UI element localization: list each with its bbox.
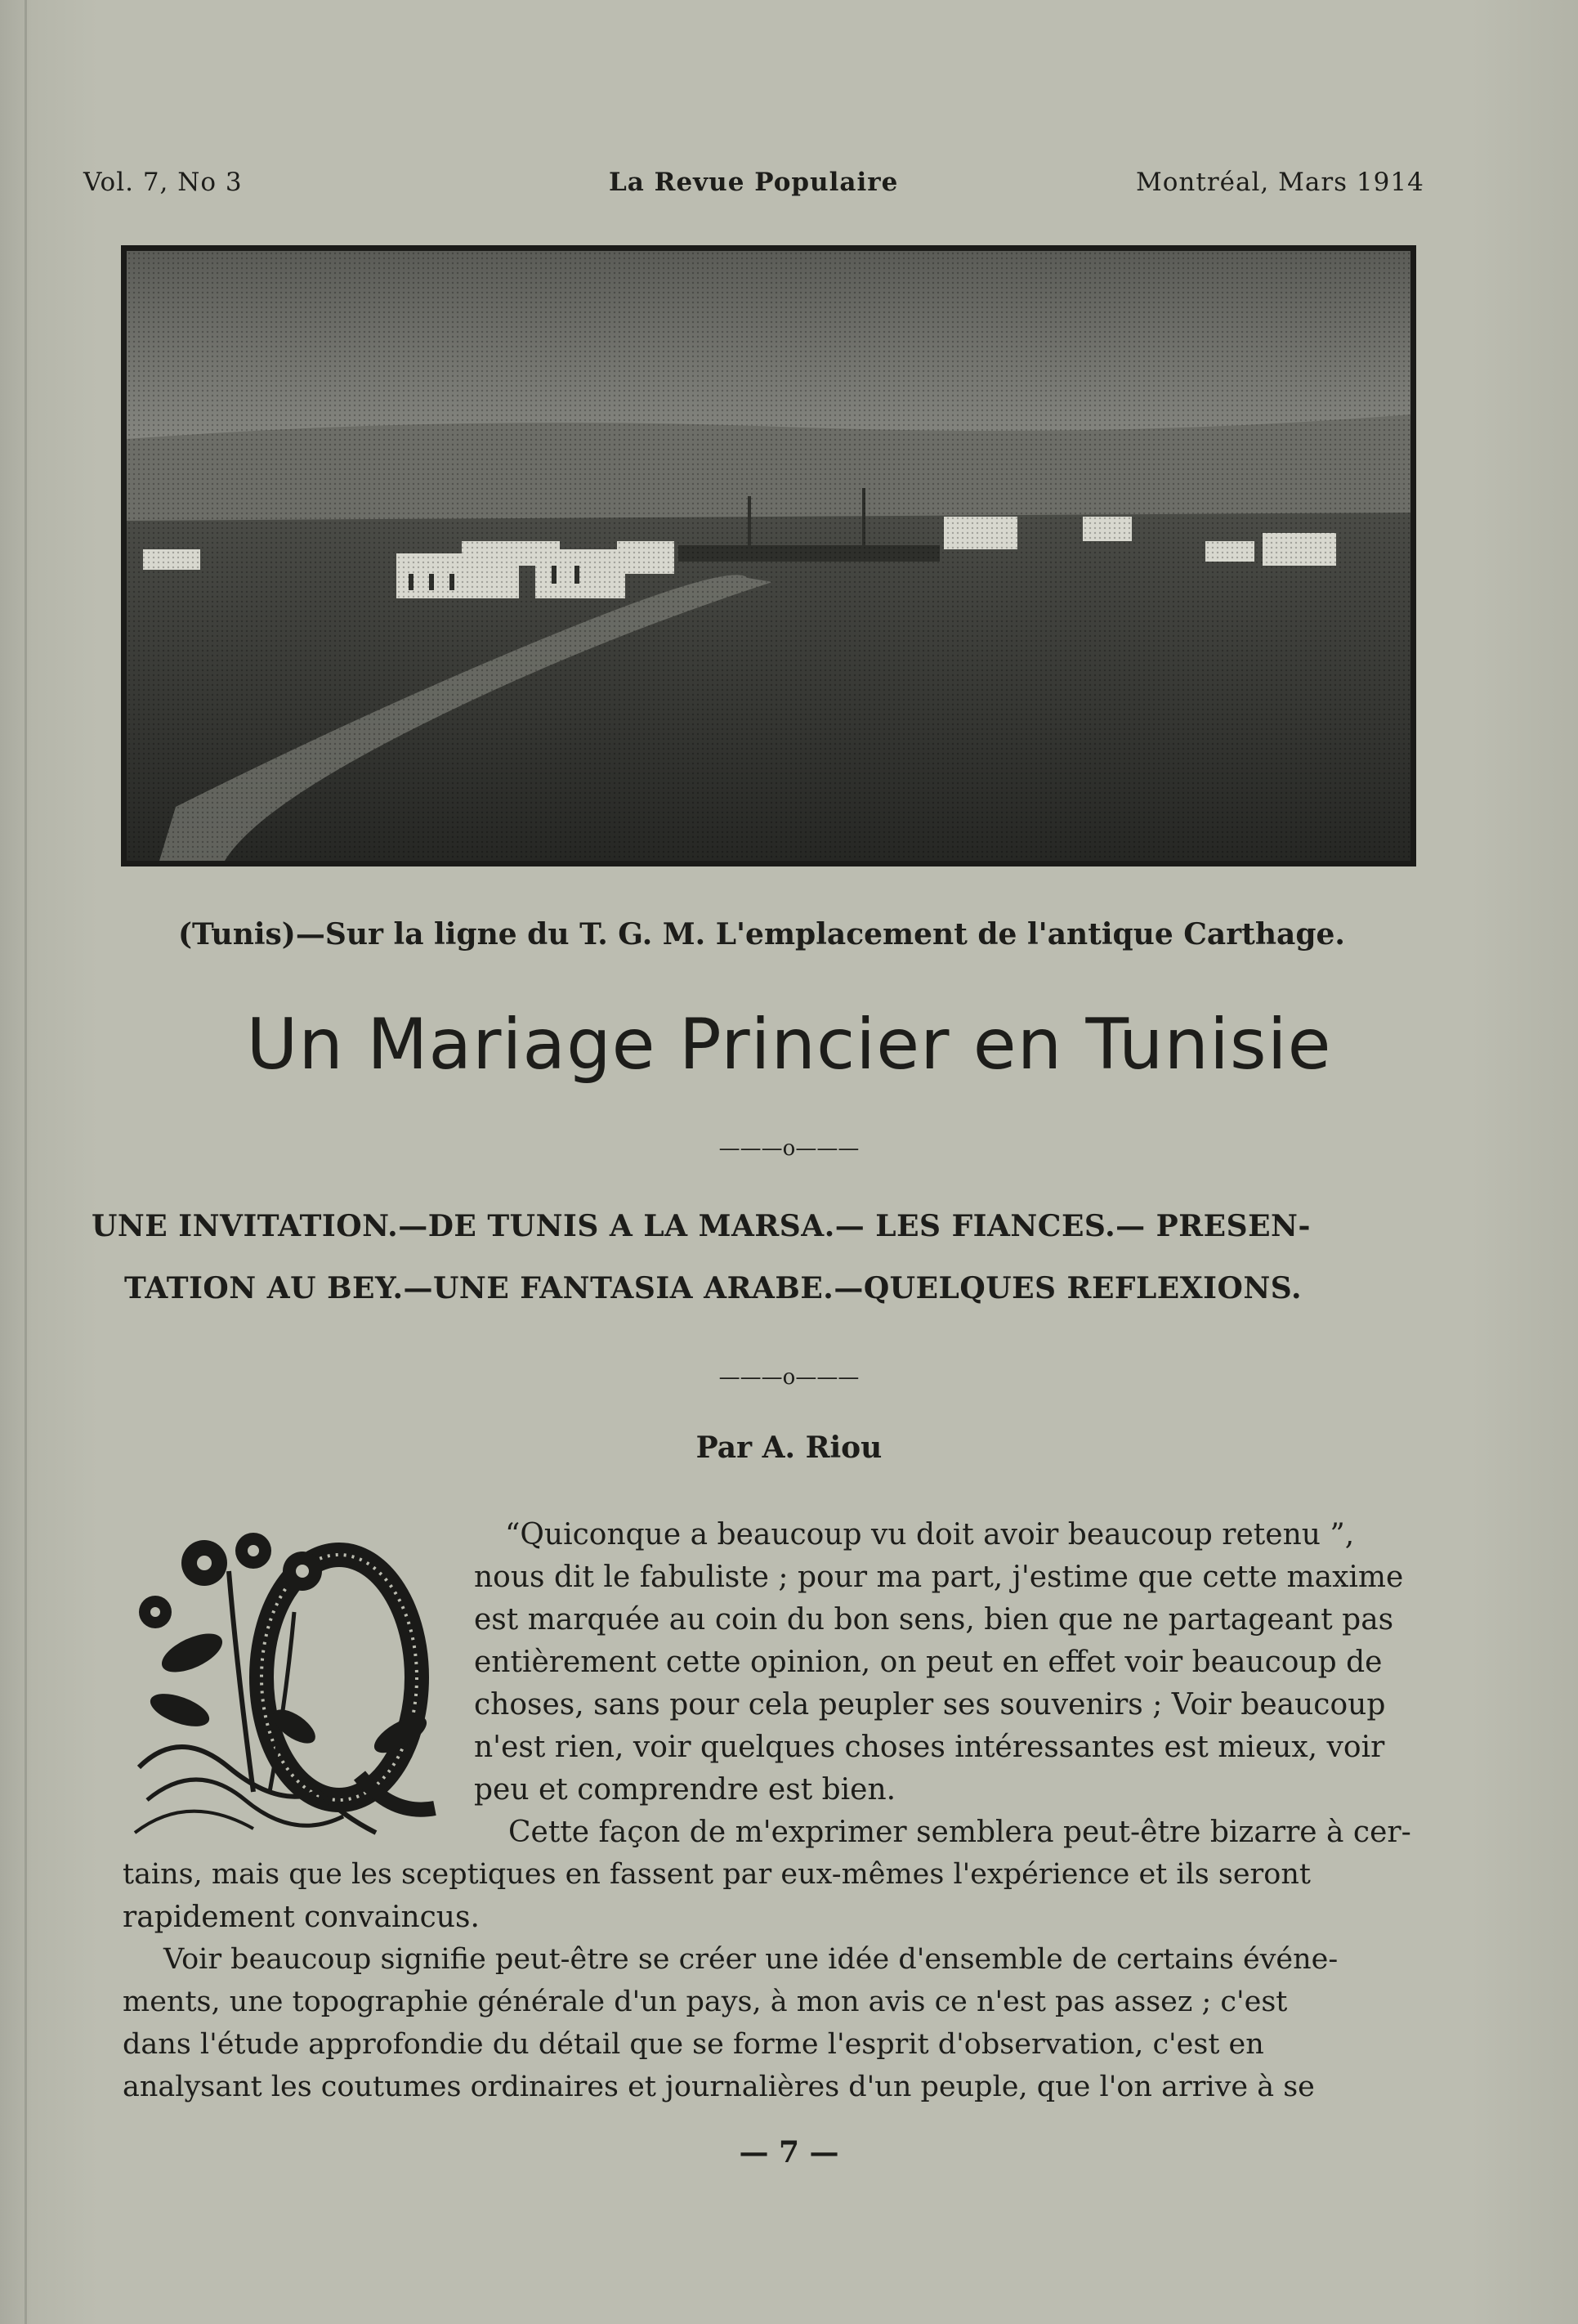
- body-line-13: dans l'étude approfondie du détail que se forme l'esprit d'observation, c'est en: [123, 2028, 1264, 2061]
- body-line-10: rapidement convaincus.: [123, 1901, 480, 1934]
- page-number: — 7 —: [739, 2135, 839, 2170]
- body-line-12: ments, une topographie générale d'un pays, à mon avis ce n'est pas assez ; c'est: [123, 1986, 1288, 2018]
- body-line-3: est marquée au coin du bon sens, bien que ne partageant pas: [474, 1603, 1394, 1637]
- byline: Par A. Riou: [695, 1431, 883, 1465]
- body-line-6: n'est rien, voir quelques choses intéressantes est mieux, voir: [474, 1731, 1385, 1764]
- subtitle-line-2: TATION AU BEY.—UNE FANTASIA ARABE.—QUELQUES REFLEXIONS.: [124, 1271, 1303, 1305]
- body-line-8: Cette façon de m'exprimer semblera peut-être bizarre à cer-: [508, 1816, 1411, 1849]
- body-line-11: Voir beaucoup signifie peut-être se créer une idée d'ensemble de certains événe-: [163, 1943, 1339, 1976]
- volume-number: Vol. 7, No 3: [83, 168, 243, 197]
- page-gutter: [25, 0, 27, 2324]
- body-line-1: “Quiconque a beaucoup vu doit avoir beaucoup retenu ”,: [505, 1518, 1355, 1552]
- byline-divider: ———o———: [718, 1365, 860, 1390]
- ornamental-q-dropcap: [131, 1522, 437, 1845]
- photo-caption: (Tunis)—Sur la ligne du T. G. M. L'emplacement de l'antique Carthage.: [178, 917, 1345, 952]
- subtitle-line-1: UNE INVITATION.—DE TUNIS A LA MARSA.— LES FIANCES.— PRESEN-: [92, 1209, 1311, 1243]
- title-divider: ———o———: [718, 1136, 860, 1161]
- body-line-7: peu et comprendre est bien.: [474, 1773, 896, 1807]
- body-line-5: choses, sans pour cela peupler ses souvenirs ; Voir beaucoup: [474, 1688, 1386, 1722]
- body-line-9: tains, mais que les sceptiques en fassent par eux-mêmes l'expérience et ils seront: [123, 1858, 1311, 1891]
- magazine-name: La Revue Populaire: [609, 168, 899, 197]
- body-line-14: analysant les coutumes ordinaires et journalières d'un peuple, que l'on arrive à se: [123, 2071, 1315, 2103]
- article-title: Un Mariage Princier en Tunisie: [246, 1004, 1332, 1086]
- body-line-4: entièrement cette opinion, on peut en effet voir beaucoup de: [474, 1646, 1383, 1679]
- carthage-photo: [121, 245, 1416, 866]
- place-date: Montréal, Mars 1914: [1136, 168, 1424, 197]
- body-line-2: nous dit le fabuliste ; pour ma part, j'estime que cette maxime: [474, 1561, 1404, 1594]
